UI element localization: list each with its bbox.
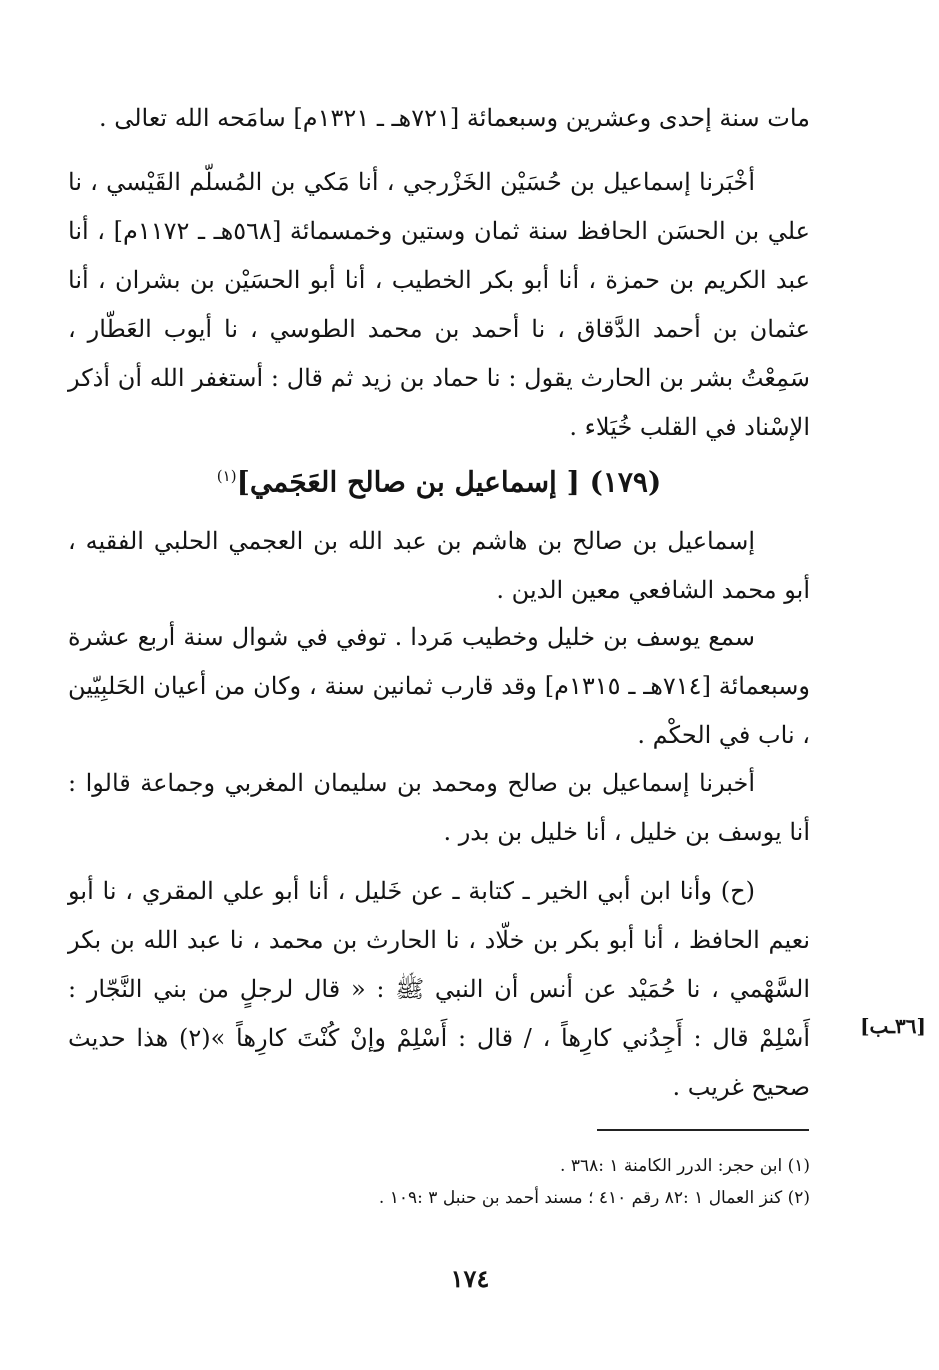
bio-1-text: إسماعيل بن صالح بن هاشم بن عبد الله بن العجمي الحلبي الفقيه ، أبو محمد الشافعي معين الدين .	[68, 527, 810, 604]
isnad-1-text: أخْبَرنا إسماعيل بن حُسَيْن الخَزْرجي ، أنا مَكي بن المُسلّم القَيْسي ، نا علي بن الحسَن الحافظ سنة ثمان وستين وخمسمائة [٥٦٨هـ ـ ١١٧٢م] ، أنا عبد الكريم بن حمزة ، أنا أبو بكر الخطيب ، أنا أبو الحسَيْن بن بشران ، أنا عثمان بن أحمد الدَّقاق ، نا أحمد بن محمد الطوسي ، نا أيوب العَطّار ، سَمِعْتُ بشر بن الحارث يقول : نا حماد بن زيد ثم قال : أستغفر الله أن أذكر الإسْناد في القلب خُيَلاء .	[68, 168, 810, 441]
isnad-3-text: (ح) وأنا ابن أبي الخير ـ كتابة ـ عن خَليل ، أنا أبو علي المقري ، نا أبو نعيم الحافظ ، أنا أبو بكر بن خلّاد ، نا الحارث بن محمد ، نا عبد الله بن بكر السَّهْمي ، نا حُمَيْد عن أنس أن النبي ﷺ : « قال لرجلٍ من بني النَّجّار : أَسْلِمْ قال : أَجِدُني كارِهاً ، / قال : أَسْلِمْ وإنْ كُنْتَ كارِهاً »(٢) هذا حديث صحيح غريب .	[68, 877, 810, 1101]
footnote-2: (٢) كنز العمال ١ :٨٢ رقم ٤١٠ ؛ مسند أحمد بن حنبل ٣ :١٠٩ .	[378, 1188, 810, 1208]
intro-line-text: مات سنة إحدى وعشرين وسبعمائة [٧٢١هـ ـ ١٣٢١م] سامَحه الله تعالى .	[98, 104, 810, 132]
entry-heading	[68, 456, 810, 502]
isnad-paragraph-2	[68, 759, 810, 857]
isnad-paragraph-1	[68, 158, 810, 452]
manuscript-folio-margin-note: [٣٦ـب]	[860, 1014, 926, 1038]
footnotes	[68, 1150, 810, 1214]
entry-heading-footnote-marker: (١)	[216, 467, 237, 485]
biography-paragraph-2	[68, 613, 810, 760]
isnad-2-text: أخبرنا إسماعيل بن صالح ومحمد بن سليمان المغربي وجماعة قالوا : أنا يوسف بن خليل ، أنا خليل بن بدر .	[68, 769, 810, 846]
footnote-divider	[597, 1129, 809, 1131]
entry-heading-text: (١٧٩) [ إسماعيل بن صالح العَجَمي]	[236, 465, 662, 499]
intro-paragraph	[68, 94, 810, 143]
isnad-paragraph-3	[68, 867, 810, 1112]
page-number: ١٧٤	[450, 1264, 490, 1293]
footnote-1: (١) ابن حجر: الدرر الكامنة ١ :٣٦٨ .	[560, 1156, 810, 1176]
biography-paragraph-1	[68, 517, 810, 615]
bio-2-text: سمع يوسف بن خليل وخطيب مَردا . توفي في شوال سنة أربع عشرة وسبعمائة [٧١٤هـ ـ ١٣١٥م] وقد قارب ثمانين سنة ، وكان من أعيان الحَلبِيّين ، ناب في الحكْم .	[68, 623, 811, 749]
